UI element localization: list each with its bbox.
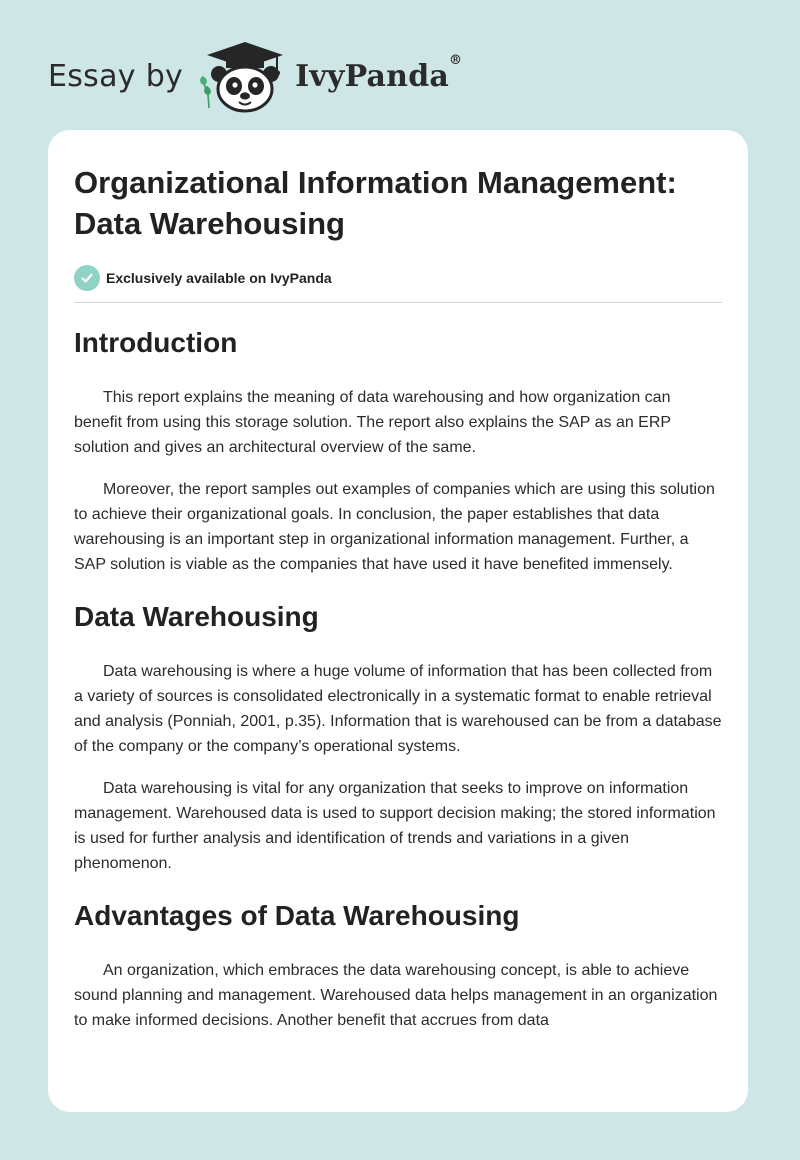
paragraph: An organization, which embraces the data warehousing concept, is able to achieve sound planning and management. Warehoused data helps management in an organization to make informed decisions. Another benefit that accrues from data: [74, 962, 718, 1029]
paragraph: This report explains the meaning of data warehousing and how organization can benefit from using this storage solution. The report also explains the SAP as an ERP solution and gives an architectural overview of the same.: [74, 389, 671, 456]
check-icon: [74, 265, 100, 291]
article-title-line-2: Data Warehousing: [74, 206, 345, 241]
title-divider: [74, 302, 722, 303]
exclusive-badge: [74, 264, 722, 292]
brand-name: IvyPanda®: [295, 52, 463, 94]
article-card: [48, 130, 748, 1112]
exclusive-badge-label: Exclusively available on IvyPanda: [106, 270, 332, 286]
ivy-leaf-icon: [200, 76, 211, 108]
paragraph: Data warehousing is vital for any organization that seeks to improve on information management. Warehoused data is used to support decision making; the stored information is used for further analysis and identification of trends and variations in a given phenomenon.: [74, 780, 716, 872]
section-heading: Advantages of Data Warehousing: [74, 900, 520, 931]
section-heading: Data Warehousing: [74, 601, 319, 632]
brand-prefix: Essay by: [48, 58, 184, 94]
section-introduction: [74, 325, 722, 577]
section-data-warehousing: [74, 599, 722, 876]
registered-mark: ®: [449, 52, 463, 68]
article-title: [74, 162, 722, 244]
article-title-line-1: Organizational Information Management:: [74, 165, 677, 200]
paragraph: Data warehousing is where a huge volume of information that has been collected from a variety of sources is consolidated electronically in a systematic format to enable retrieval and analysis (Ponniah, 2001, p.35). Information that is warehoused can be from a database of the company or the company’s operational systems.: [74, 663, 722, 755]
paragraph: Moreover, the report samples out examples of companies which are using this solution to achieve their organizational goals. In conclusion, the paper establishes that data warehousing is an important step in organizational information management. Further, a SAP solution is viable as the companies that have used it have benefited immensely.: [74, 481, 715, 573]
section-advantages: [74, 898, 722, 1033]
panda-graduate-icon: [197, 38, 293, 114]
section-heading: Introduction: [74, 327, 238, 358]
brand-header: [48, 36, 462, 116]
